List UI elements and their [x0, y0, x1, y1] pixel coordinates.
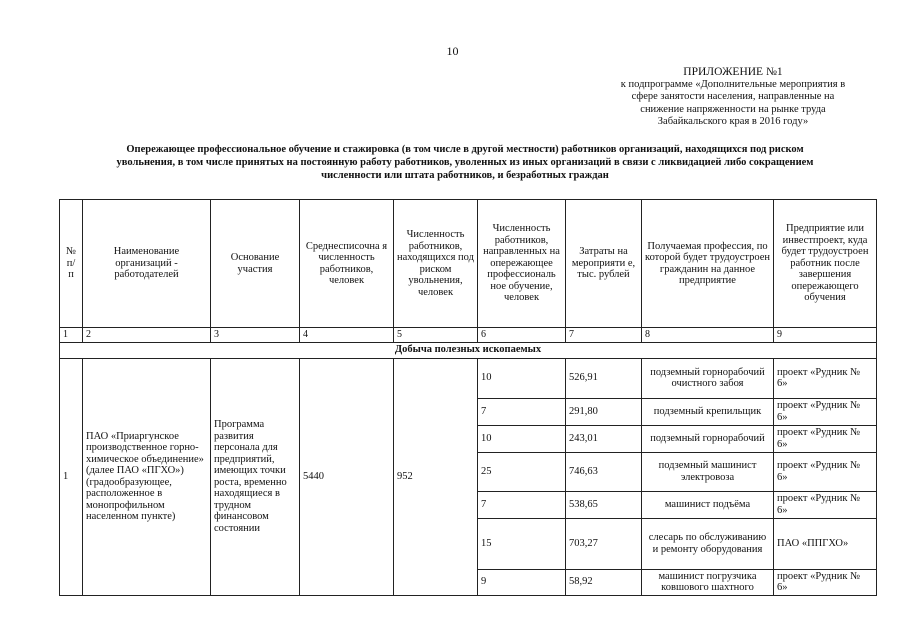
header-cell: № п/ п: [60, 200, 83, 328]
section-title: Добыча полезных ископаемых: [60, 342, 877, 358]
column-number: 2: [83, 328, 211, 343]
target-project: проект «Рудник № 6»: [774, 425, 877, 452]
cost-value: 703,27: [566, 518, 642, 569]
header-cell: Предприятие или инвестпроект, куда будет трудоустроен работник после завершения опережающего обучения: [774, 200, 877, 328]
page-number: 10: [446, 44, 459, 58]
org-avg-staff: 5440: [300, 358, 394, 595]
header-cell: Численность работников, направленных на опережающее профессиональ ное обучение, человек: [478, 200, 566, 328]
column-number: 4: [300, 328, 394, 343]
target-project: ПАО «ППГХО»: [774, 518, 877, 569]
target-project: проект «Рудник № 6»: [774, 452, 877, 491]
heading-line: Опережающее профессиональное обучение и стажировка (в том числе в другой местности) работников организаций, находящихся под риском: [126, 144, 804, 155]
appendix-line: снижение напряженности на рынке труда: [640, 103, 826, 115]
profession: слесарь по обслуживанию и ремонту оборудования: [642, 518, 774, 569]
target-project: проект «Рудник № 6»: [774, 358, 877, 398]
profession: подземный горнорабочий очистного забоя: [642, 358, 774, 398]
training-table: [59, 199, 877, 596]
column-number: 6: [478, 328, 566, 343]
section-row: [60, 342, 877, 358]
table-header-row: [60, 200, 877, 328]
target-project: проект «Рудник № 6»: [774, 491, 877, 518]
header-cell: Среднесписочна я численность работников, человек: [300, 200, 394, 328]
target-project: проект «Рудник № 6»: [774, 569, 877, 595]
header-cell: Затраты на мероприяти е, тыс. рублей: [566, 200, 642, 328]
table-row: [60, 358, 877, 398]
column-number: 9: [774, 328, 877, 343]
heading-line: численности или штата работников, и безработных граждан: [321, 170, 609, 181]
org-name: ПАО «Приаргунское производственное горно-химическое объединение» (далее ПАО «ПГХО») (градообразующее, расположенное в монопрофильном населенном пункте): [83, 358, 211, 595]
trainees-count: 9: [478, 569, 566, 595]
heading-line: увольнения, в том числе принятых на постоянную работу работников, уволенных из иных организаций в связи с ликвидацией либо сокращением: [116, 157, 814, 168]
trainees-count: 15: [478, 518, 566, 569]
target-project: проект «Рудник № 6»: [774, 398, 877, 425]
appendix-line: к подпрограмме «Дополнительные мероприятия в: [620, 78, 846, 90]
column-number: 8: [642, 328, 774, 343]
appendix-title: ПРИЛОЖЕНИЕ №1: [683, 66, 783, 78]
org-basis: Программа развития персонала для предприятий, имеющих точки роста, временно находящиеся в трудном финансовом состоянии: [211, 358, 300, 595]
trainees-count: 7: [478, 398, 566, 425]
trainees-count: 25: [478, 452, 566, 491]
org-number: 1: [60, 358, 83, 595]
cost-value: 538,65: [566, 491, 642, 518]
org-at-risk: 952: [394, 358, 478, 595]
column-number: 7: [566, 328, 642, 343]
header-cell: Численность работников, находящихся под риском увольнения, человек: [394, 200, 478, 328]
cost-value: 291,80: [566, 398, 642, 425]
cost-value: 746,63: [566, 452, 642, 491]
trainees-count: 10: [478, 425, 566, 452]
header-cell: Основание участия: [211, 200, 300, 328]
cost-value: 243,01: [566, 425, 642, 452]
column-number: 5: [394, 328, 478, 343]
profession: подземный горнорабочий: [642, 425, 774, 452]
appendix-line: сфере занятости населения, направленные на: [631, 91, 835, 102]
header-cell: Наименование организаций - работодателей: [83, 200, 211, 328]
column-number: 3: [211, 328, 300, 343]
profession: машинист погрузчика ковшового шахтного: [642, 569, 774, 595]
profession: подземный крепильщик: [642, 398, 774, 425]
header-cell: Получаемая профессия, по которой будет трудоустроен гражданин на данное предприятие: [642, 200, 774, 328]
profession: машинист подъёма: [642, 491, 774, 518]
profession: подземный машинист электровоза: [642, 452, 774, 491]
column-number-row: [60, 328, 877, 343]
appendix-line: Забайкальского края в 2016 году»: [657, 116, 809, 127]
cost-value: 58,92: [566, 569, 642, 595]
document-heading: [70, 143, 860, 182]
trainees-count: 7: [478, 491, 566, 518]
appendix-block: [588, 66, 878, 129]
column-number: 1: [60, 328, 83, 343]
cost-value: 526,91: [566, 358, 642, 398]
trainees-count: 10: [478, 358, 566, 398]
